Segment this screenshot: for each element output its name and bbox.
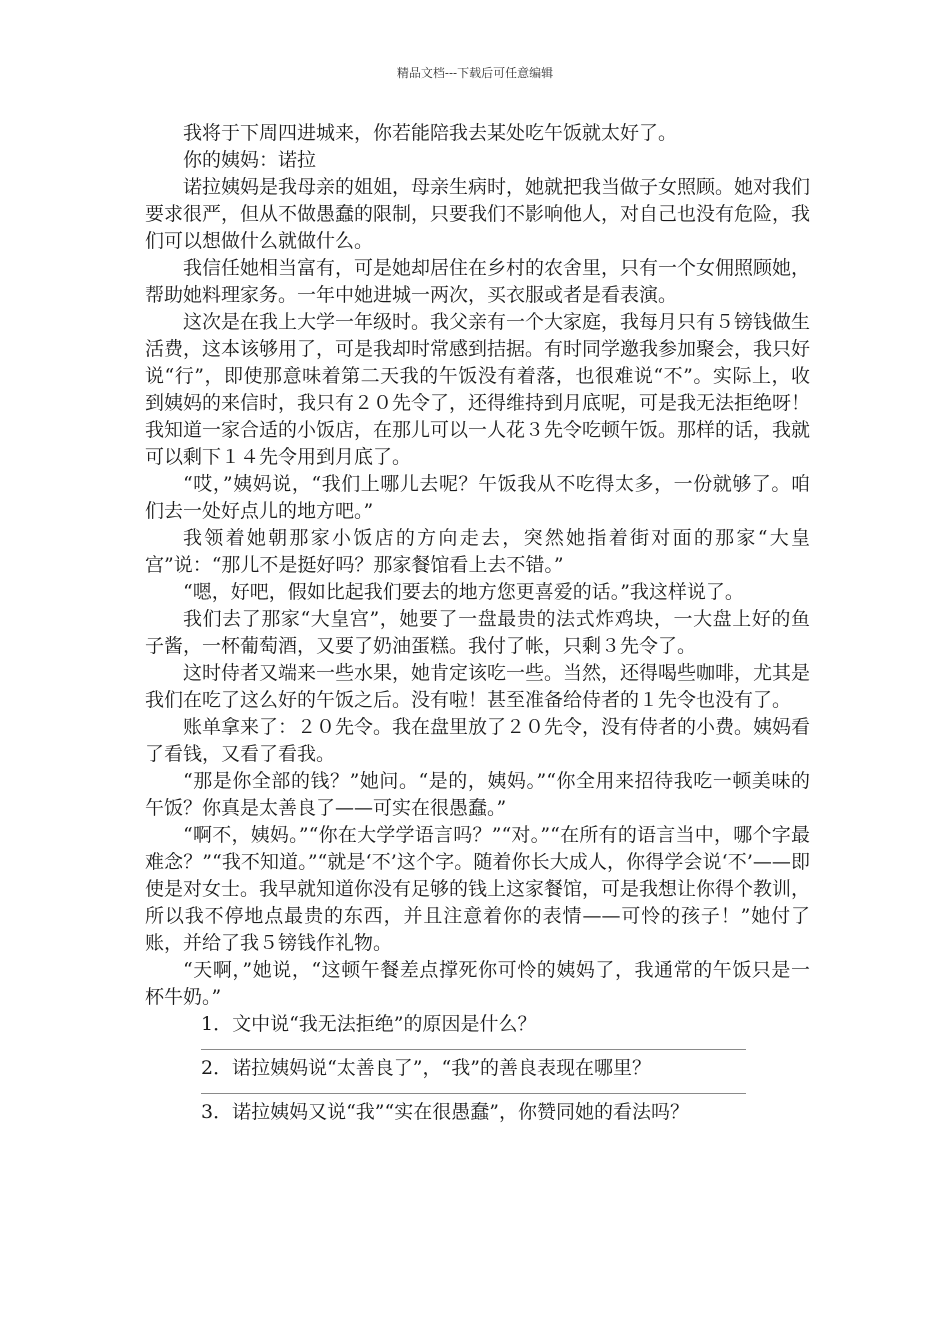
answer-line-2[interactable] (201, 1082, 746, 1094)
paragraph: “嗯，好吧，假如比起我们要去的地方您更喜爱的话。”我这样说了。 (183, 581, 744, 603)
paragraph: “天啊，”她说，“这顿午餐差点撑死你可怜的姨妈了，我通常的午饭只是一杯牛奶。” (145, 959, 810, 1008)
document-body (145, 120, 810, 1126)
page-header: 精品文档---下载后可任意编辑 (396, 66, 554, 80)
paragraph: “那是你全部的钱？”她问。“是的，姨妈。”“你全用来招待我吃一顿美味的午饭？你真是太善良了——可实在很愚蠢。” (145, 770, 810, 819)
paragraph: “啊不，姨妈。”“你在大学学语言吗？”“对。”“在所有的语言当中，哪个字最难念？”“我不知道。”“就是‘不’这个字。随着你长大成人，你得学会说‘不’——即使是对女士。我早就知道你没有足够的钱上这家餐馆，可是我想让你得个教训，所以我不停地点最贵的东西，并且注意着你的表情——可怜的孩子！”她付了账，并给了我５镑钱作礼物。 (145, 824, 811, 954)
question-2: 2．诺拉姨妈说“太善良了”，“我”的善良表现在哪里？ (201, 1057, 651, 1079)
question-3: 3．诺拉姨妈又说“我”“实在很愚蠢”，你赞同她的看法吗？ (201, 1101, 689, 1123)
paragraph: 账单拿来了：２０先令。我在盘里放了２０先令，没有侍者的小费。姨妈看了看钱，又看了看我。 (145, 716, 811, 765)
paragraph: 这次是在我上大学一年级时。我父亲有一个大家庭，我每月只有５镑钱做生活费，这本该够用了，可是我却时常感到拮据。有时同学邀我参加聚会，我只好说“行”，即使那意味着第二天我的午饭没有着落，也很难说“不”。实际上，收到姨妈的来信时，我只有２０先令了，还得维持到月底呢，可是我无法拒绝呀！我知道一家合适的小饭店，在那儿可以一人花３先令吃顿午饭。那样的话，我就可以剩下１４先令用到月底了。 (145, 311, 811, 468)
paragraph-signature: 你的姨妈：诺拉 (183, 149, 317, 171)
paragraph: 我信任她相当富有，可是她却居住在乡村的农舍里，只有一个女佣照顾她，帮助她料理家务。一年中她进城一两次，买衣服或者是看表演。 (145, 257, 811, 306)
paragraph: 诺拉姨妈是我母亲的姐姐，母亲生病时，她就把我当做子女照顾。她对我们要求很严，但从不做愚蠢的限制，只要我们不影响他人，对自己也没有危险，我们可以想做什么就做什么。 (145, 176, 811, 252)
question-1: 1．文中说“我无法拒绝”的原因是什么？ (201, 1013, 537, 1035)
paragraph: 我领着她朝那家小饭店的方向走去，突然她指着街对面的那家“大皇宫”说：“那儿不是挺好吗？那家餐馆看上去不错。” (145, 527, 810, 576)
paragraph: 这时侍者又端来一些水果，她肯定该吃一些。当然，还得喝些咖啡，尤其是我们在吃了这么好的午饭之后。没有啦！甚至准备给侍者的１先令也没有了。 (145, 662, 811, 711)
paragraph: “哎，”姨妈说，“我们上哪儿去呢？午饭我从不吃得太多，一份就够了。咱们去一处好点儿的地方吧。” (145, 473, 810, 522)
paragraph: 我们去了那家“大皇宫”，她要了一盘最贵的法式炸鸡块，一大盘上好的鱼子酱，一杯葡萄酒，又要了奶油蛋糕。我付了帐，只剩３先令了。 (145, 608, 810, 657)
answer-line-1[interactable] (201, 1038, 746, 1050)
paragraph-letter-line: 我将于下周四进城来，你若能陪我去某处吃午饭就太好了。 (183, 122, 678, 144)
